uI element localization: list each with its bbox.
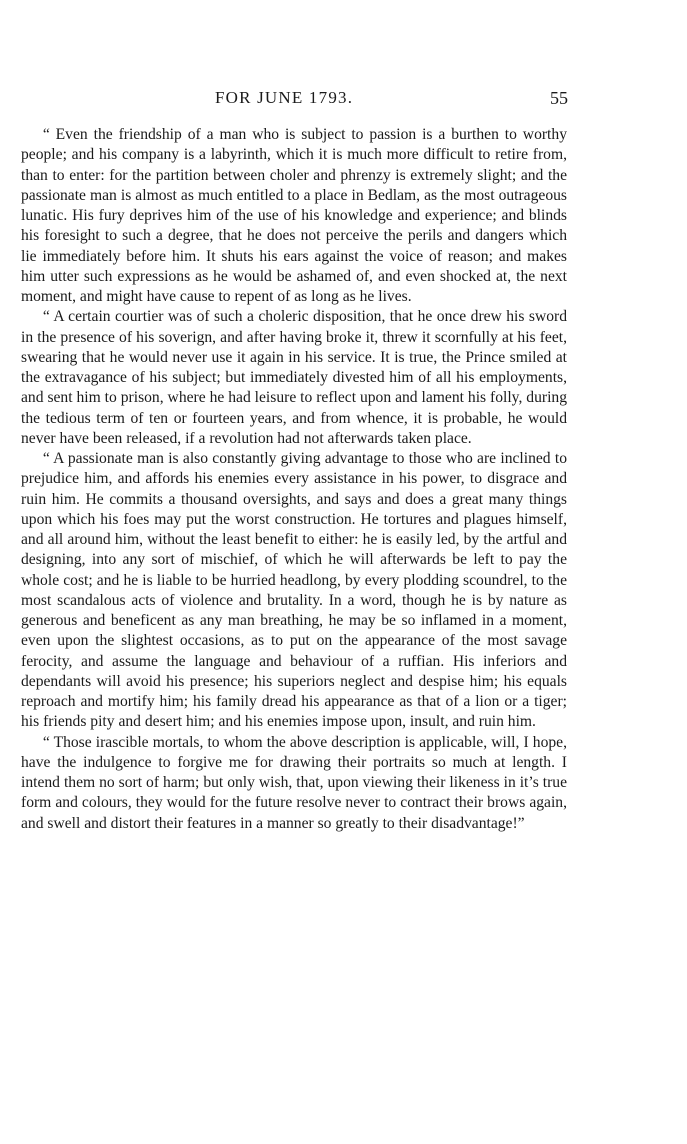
paragraph-irascible-mortals: “ Those irascible mortals, to whom the above description is applicable, will, I hope, have the indulgence to forgive me for drawing their portraits so much at length. I intend them no sort of harm; but only wish, that, upon viewing their likeness in it’s true form and colours, they would for the future resolve never to contract their brows again, and swell and distort their features in a manner so greatly to their disadvantage!” bbox=[21, 733, 567, 832]
paragraph-passionate-man: “ A passionate man is also constantly giving advantage to those who are inclined to prejudice him, and affords his enemies every assistance in his power, to disgrace and ruin him. He commits a thousand oversights, and says and does a great many things upon which his foes may put the worst construction. He tortures and plagues himself, and all around him, without the least benefit to either: he is easily led, by the artful and designing, into any sort of mischief, of which he will afterwards be left to pay the whole cost; and he is liable to be hurried headlong, by every plodding scoundrel, to the most scandalous acts of violence and brutality. In a word, though he is by nature as generous and beneficent as any man breathing, he may be so inflamed in a moment, even upon the slightest occasions, as to put on the appearance of the most savage ferocity, and assume the language and behaviour of a ruffian. His inferiors and dependants will avoid his presence; his superiors neglect and despise him; his equals reproach and mortify him; his family dread his appearance as that of a lion or a tiger; his friends pity and desert him; and his enemies impose upon, insult, and ruin him. bbox=[21, 450, 567, 731]
paragraph-courtier: “ A certain courtier was of such a choleric disposition, that he once drew his sword in the presence of his soverign, and after having broke it, threw it scornfully at his feet, swearing that he would never use it again in his service. It is true, the Prince smiled at the extravagance of his subject; but immediately divested him of all his employments, and sent him to prison, where he had leisure to reflect upon and lament his folly, during the tedious term of ten or fourteen years, and from whence, it is probable, he would never have been released, if a revolution had not afterwards taken place. bbox=[21, 308, 567, 447]
page-number: 55 bbox=[550, 88, 568, 108]
body-text bbox=[21, 125, 567, 834]
running-head: FOR JUNE 1793. bbox=[215, 88, 354, 107]
page-header bbox=[20, 88, 568, 112]
paragraph-friendship: “ Even the friendship of a man who is subject to passion is a burthen to worthy people; and his company is a labyrinth, which it is much more difficult to retire from, than to enter: for the partition between choler and phrenzy is extremely slight; and the passionate man is almost as much entitled to a place in Bedlam, as the most outrageous lunatic. His fury deprives him of the use of his knowledge and experience; and blinds his foresight to such a degree, that he does not perceive the perils and dangers which lie immediately before him. It shuts his ears against the voice of reason; and makes him utter such expressions as he would be ashamed of, and even shocked at, the next moment, and might have cause to repent of as long as he lives. bbox=[21, 126, 567, 305]
